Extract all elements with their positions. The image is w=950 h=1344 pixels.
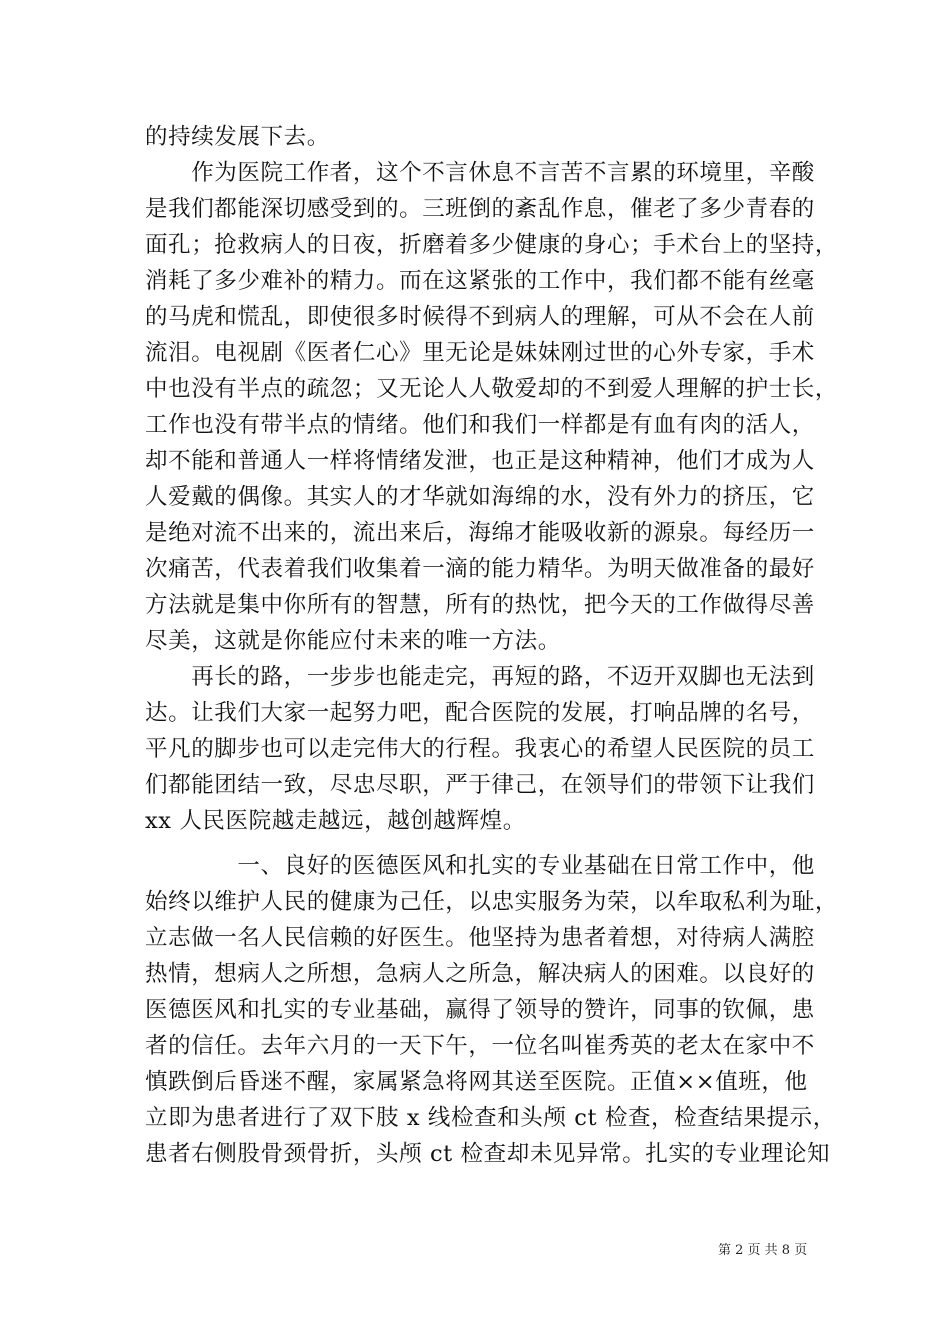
- body-text-line: 们都能团结一致，尽忠尽职，严于律己，在领导们的带领下让我们: [145, 772, 815, 798]
- body-text-line: 再长的路，一步步也能走完，再短的路，不迈开双脚也无法到: [145, 664, 815, 690]
- body-text-line: 消耗了多少难补的精力。而在这紧张的工作中，我们都不能有丝毫: [145, 268, 815, 294]
- body-text-line: 的持续发展下去。: [145, 124, 330, 150]
- page-number-footer: 第 2 页 共 8 页: [718, 1243, 808, 1258]
- body-text-line: 医德医风和扎实的专业基础，赢得了领导的赞许，同事的钦佩，患: [145, 997, 815, 1023]
- body-text-line: xx 人民医院越走越远，越创越辉煌。: [145, 808, 526, 834]
- body-text-line: 是绝对流不出来的，流出来后，海绵才能吸收新的源泉。每经历一: [145, 520, 815, 546]
- body-text-line: 始终以维护人民的健康为己任，以忠实服务为荣，以牟取私利为耻，: [145, 889, 839, 915]
- body-text-line: 达。让我们大家一起努力吧，配合医院的发展，打响品牌的名号，: [145, 700, 815, 726]
- body-text-line: 流泪。电视剧《医者仁心》里无论是妹妹刚过世的心外专家，手术: [145, 340, 815, 366]
- body-text-line: 者的信任。去年六月的一天下午，一位名叫崔秀英的老太在家中不: [145, 1033, 815, 1059]
- body-text-line: 立即为患者进行了双下肢 x 线检查和头颅 ct 检查，检查结果提示，: [145, 1105, 836, 1131]
- body-text-line: 立志做一名人民信赖的好医生。他坚持为患者着想，对待病人满腔: [145, 925, 815, 951]
- body-text-line: 作为医院工作者，这个不言休息不言苦不言累的环境里，辛酸: [145, 160, 815, 186]
- body-text-line: 尽美，这就是你能应付未来的唯一方法。: [145, 628, 561, 654]
- body-text-line: 平凡的脚步也可以走完伟大的行程。我衷心的希望人民医院的员工: [145, 736, 815, 762]
- body-text-line: 是我们都能深切感受到的。三班倒的紊乱作息，催老了多少青春的: [145, 196, 815, 222]
- body-text-line: 人爱戴的偶像。其实人的才华就如海绵的水，没有外力的挤压，它: [145, 484, 815, 510]
- body-text-line: 工作也没有带半点的情绪。他们和我们一样都是有血有肉的活人，: [145, 412, 815, 438]
- body-text-line: 患者右侧股骨颈骨折，头颅 ct 检查却未见异常。扎实的专业理论知: [145, 1141, 831, 1167]
- body-text-line: 慎跌倒后昏迷不醒，家属紧急将网其送至医院。正值××值班，他: [145, 1069, 808, 1095]
- body-text-line: 的马虎和慌乱，即使很多时候得不到病人的理解，可从不会在人前: [145, 304, 815, 330]
- body-text-line: 一、良好的医德医风和扎实的专业基础在日常工作中，他: [145, 853, 815, 879]
- body-text-line: 面孔；抢救病人的日夜，折磨着多少健康的身心；手术台上的坚持，: [145, 232, 839, 258]
- body-text-line: 方法就是集中你所有的智慧，所有的热忱，把今天的工作做得尽善: [145, 592, 815, 618]
- body-text-line: 热情，想病人之所想，急病人之所急，解决病人的困难。以良好的: [145, 961, 815, 987]
- body-text-line: 中也没有半点的疏忽；又无论人人敬爱却的不到爱人理解的护士长，: [145, 376, 839, 402]
- body-text-line: 却不能和普通人一样将情绪发泄，也正是这种精神，他们才成为人: [145, 448, 815, 474]
- body-text-line: 次痛苦，代表着我们收集着一滴的能力精华。为明天做准备的最好: [145, 556, 815, 582]
